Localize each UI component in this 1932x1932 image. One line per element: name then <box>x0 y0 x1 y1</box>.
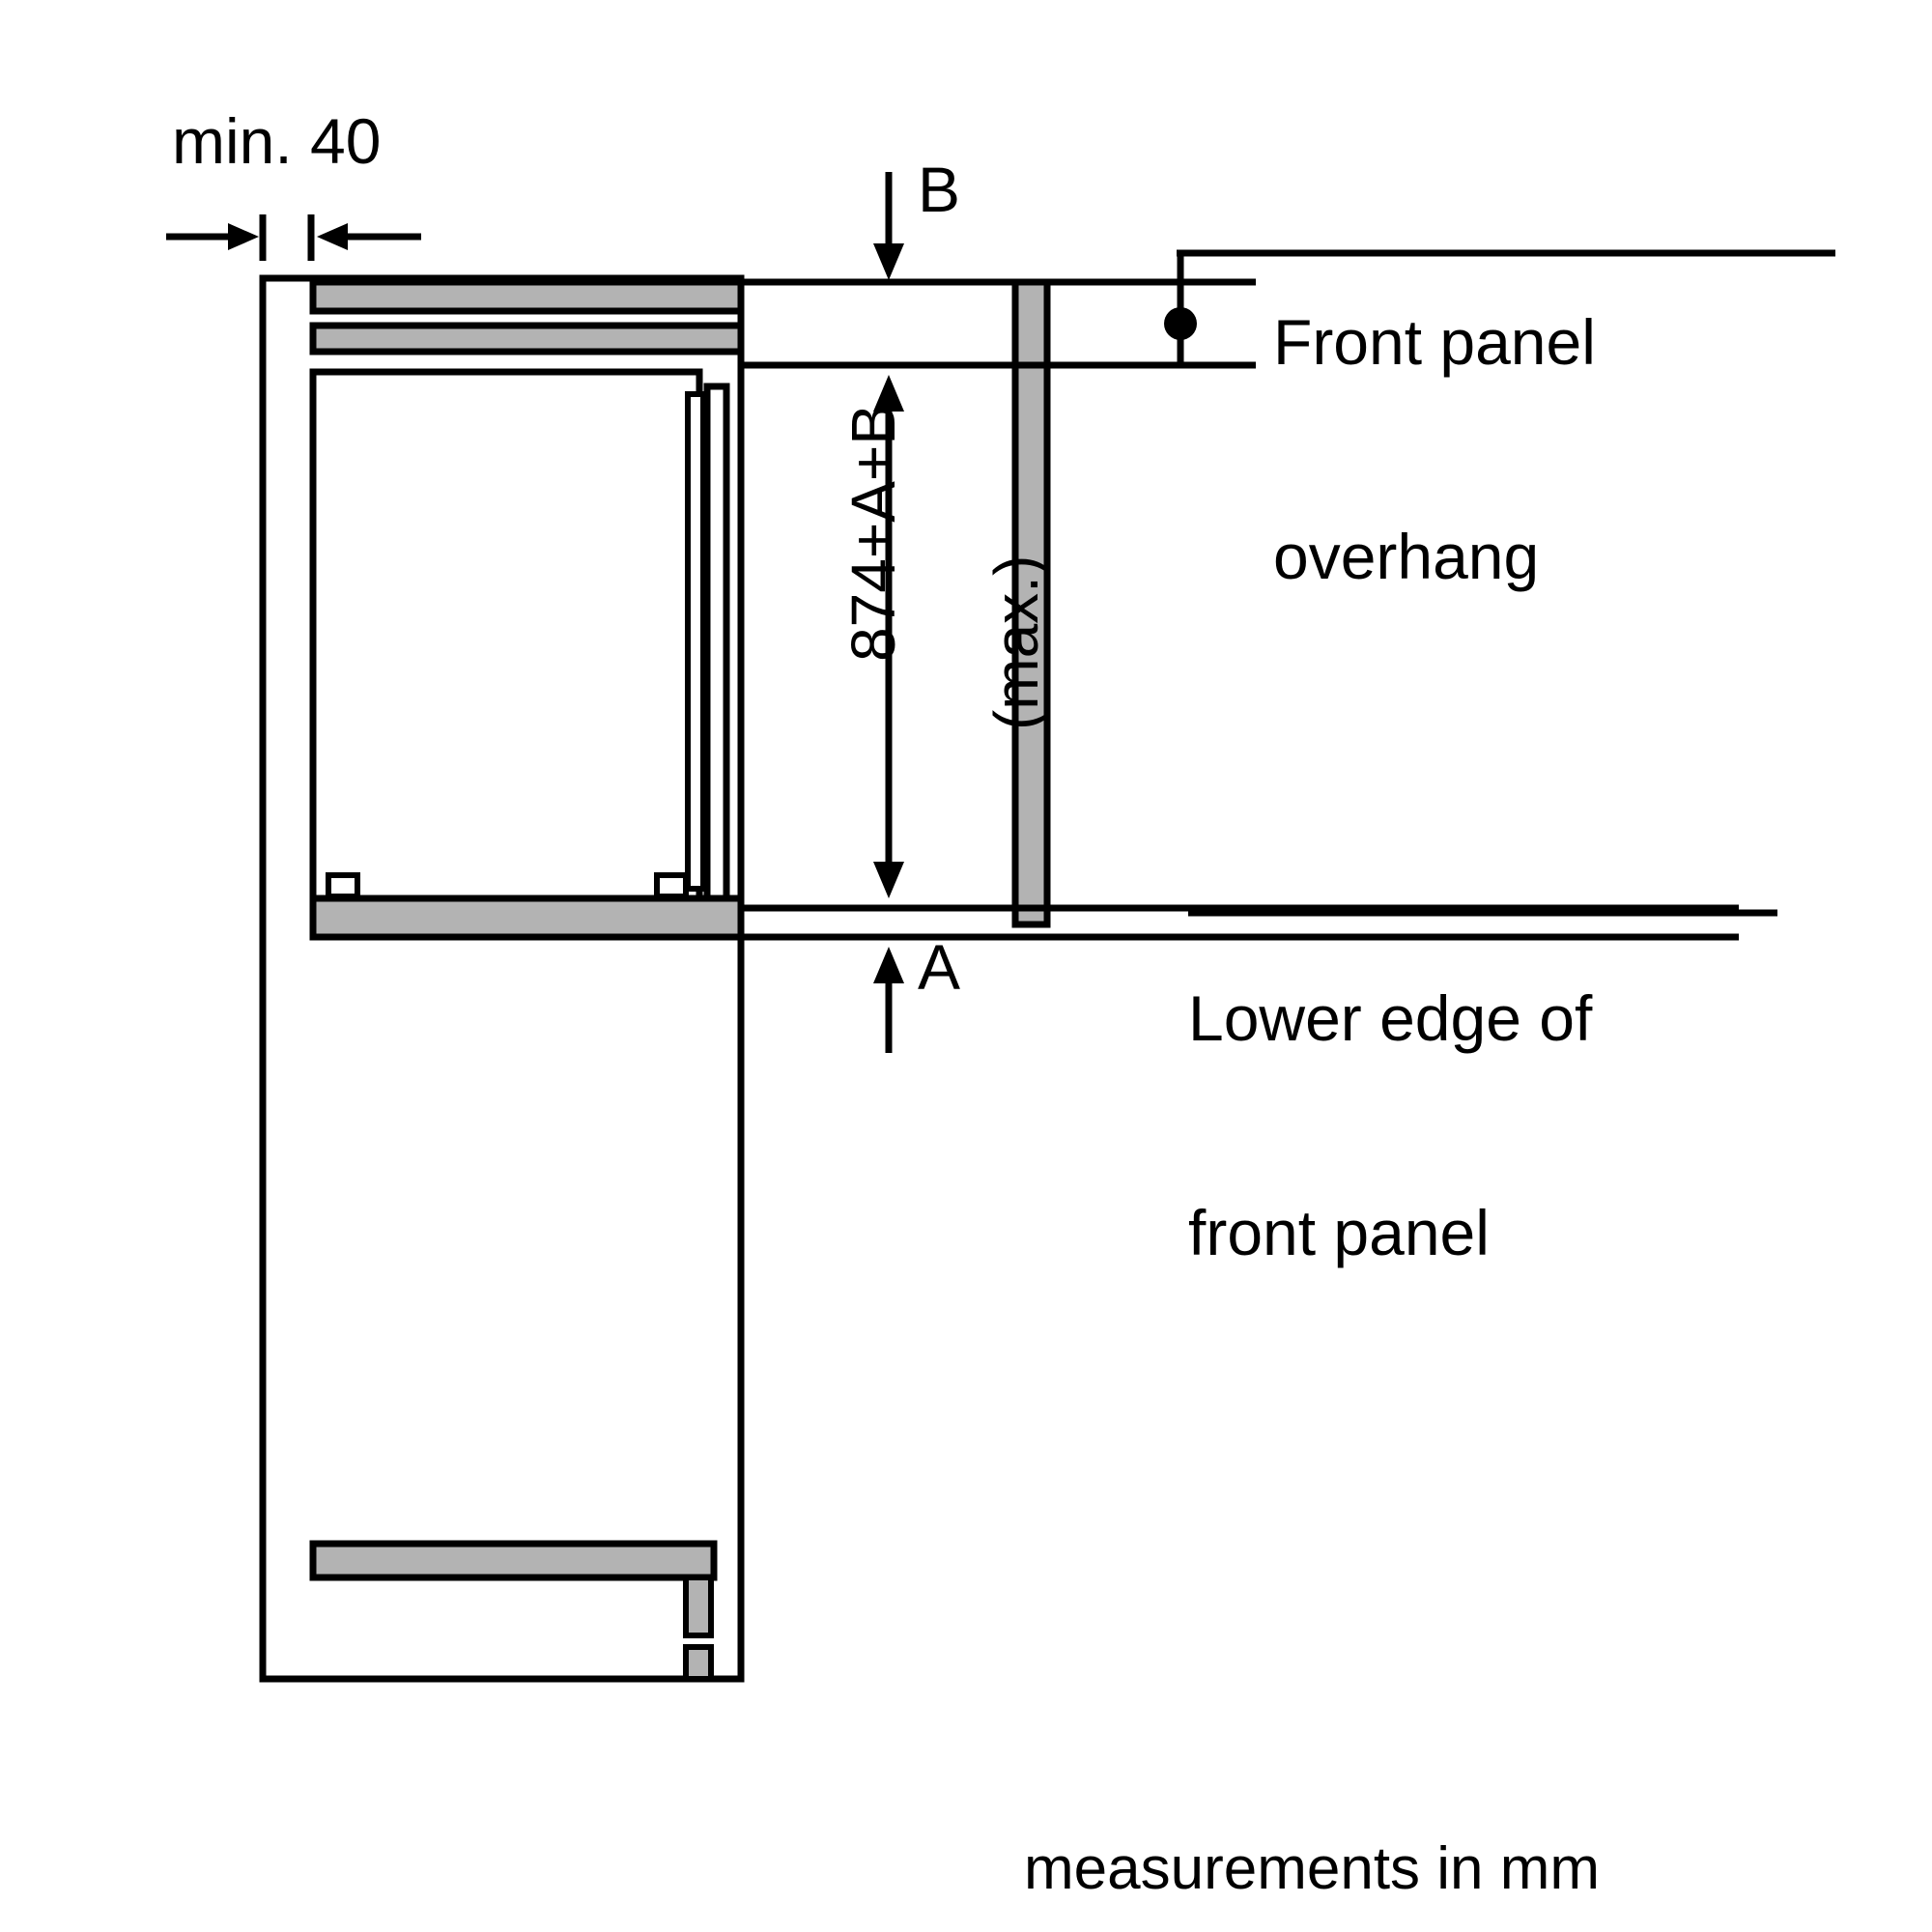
min40-arrowhead-right <box>317 223 348 250</box>
label-measurement-units: measurements in mm <box>1024 1835 1601 1902</box>
appliance-door-outline <box>313 372 699 898</box>
door-hinge-strip <box>707 386 726 898</box>
overhang-leader-dot <box>1164 307 1197 340</box>
label-total-height-dimension <box>766 404 1195 730</box>
door-hinge-strip-inner <box>688 394 703 889</box>
lower-plinth-bar <box>313 1544 714 1577</box>
label-lower-edge-line2: front panel <box>1188 1196 1490 1268</box>
min40-arrowhead-left <box>228 223 259 250</box>
label-min-clearance: min. 40 <box>172 105 382 177</box>
secondary-top-bar <box>313 326 741 352</box>
dim-total-arrowhead-bottom <box>873 862 904 898</box>
label-total-height-line2: (max.) <box>981 554 1051 731</box>
label-front-panel-overhang-line1: Front panel <box>1273 305 1596 378</box>
label-total-height-line1: 874+A+B <box>838 404 908 662</box>
label-front-panel-overhang-line2: overhang <box>1273 520 1540 592</box>
door-foot-left <box>328 875 357 896</box>
label-lower-edge-of-front-panel <box>1188 840 1592 1411</box>
door-foot-right <box>657 875 686 896</box>
plinth-bracket-upper <box>686 1577 711 1635</box>
label-dim-b: B <box>918 154 961 225</box>
label-dim-a: A <box>918 931 961 1003</box>
top-panel-bar <box>313 282 741 311</box>
dim-b-arrowhead <box>873 243 904 280</box>
label-lower-edge-line1: Lower edge of <box>1188 981 1593 1054</box>
mid-shelf-bar <box>313 898 741 937</box>
plinth-bracket-lower <box>686 1647 711 1679</box>
label-front-panel-overhang <box>1273 164 1596 735</box>
